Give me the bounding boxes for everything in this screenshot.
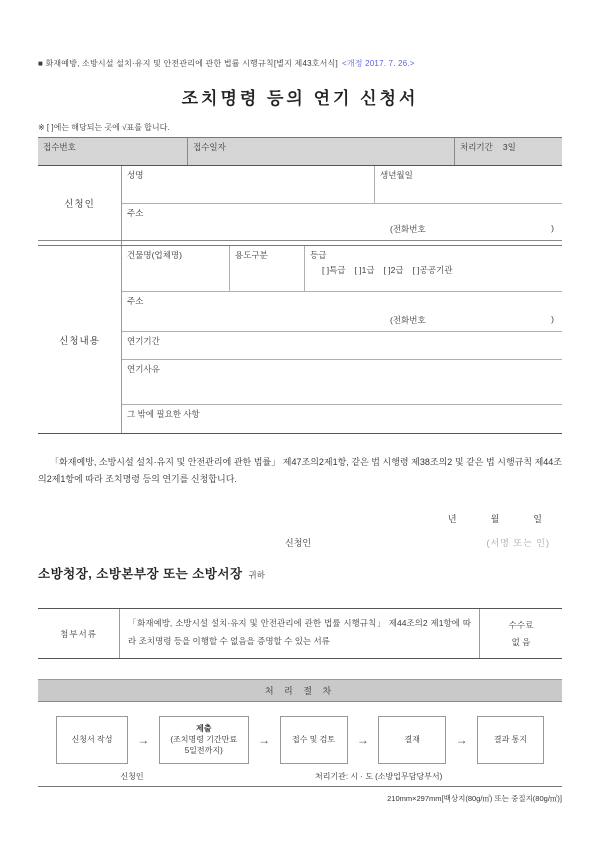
request-content-section [38, 246, 562, 434]
processing-period-cell [455, 138, 562, 165]
attachment-content: 「화재예방, 소방시설 설치·유지 및 안전관리에 관한 법률 시행규칙」 제44조의2 제1항에 따라 조치명령 등을 이행할 수 없음을 증명할 수 있는 서류 [120, 609, 480, 658]
flow-step-2-sub1: (조치명령 기간만료 [170, 734, 238, 744]
fee-label: 수수료 [508, 619, 534, 630]
deferral-reason-label: 연기사유 [127, 364, 160, 374]
grade-option-special-checkbox[interactable]: [ ]특급 [322, 265, 346, 275]
receipt-number-label: 접수번호 [43, 142, 76, 152]
flow-step-approval [378, 716, 446, 764]
flow-labels [38, 771, 562, 784]
month-label: 월 [490, 514, 500, 525]
attachment-label: 첨부서류 [38, 609, 120, 658]
flow-agency-label: 처리기관: 시 · 도 (소방업무담당부서) [315, 772, 443, 782]
phone-close-paren: ) [551, 223, 554, 233]
building-phone-field[interactable] [390, 314, 554, 326]
other-matters-label: 그 밖에 필요한 사항 [127, 409, 200, 419]
flow-step-2-label: 제출 [196, 723, 212, 733]
flow-applicant-label: 신청인 [120, 772, 144, 782]
flow-step-2-sub2: 5일전까지) [184, 745, 223, 755]
revision-note: <개정 2017. 7. 26.> [341, 59, 415, 68]
building-address-field[interactable] [122, 292, 562, 331]
flow-step-4-label: 결재 [404, 734, 420, 744]
main-form-table [38, 137, 562, 434]
receipt-header-row [38, 137, 562, 166]
addressee-suffix: 귀하 [248, 570, 265, 581]
receipt-date-label: 접수일자 [193, 142, 226, 152]
building-address-label: 주소 [127, 296, 144, 306]
flow-step-receive-review [280, 716, 348, 764]
usage-type-field[interactable] [230, 246, 305, 291]
flow-arrow-icon: → [356, 733, 369, 748]
flow-arrow-icon: → [455, 733, 468, 748]
other-matters-field[interactable] [122, 405, 562, 433]
building-name-field[interactable] [122, 246, 230, 291]
addressee-line [38, 564, 562, 582]
building-name-label: 건물명(업체명) [127, 250, 182, 260]
flow-step-1-label: 신청서 작성 [71, 734, 113, 744]
page-title: 조치명령 등의 연기 신청서 [181, 89, 419, 108]
year-label: 년 [447, 514, 457, 525]
processing-period-value: 3일 [502, 142, 516, 152]
applicant-sign-label: 신청인 [285, 538, 312, 549]
flow-step-submit [159, 716, 249, 764]
day-label: 일 [533, 514, 542, 525]
deferral-period-field[interactable] [122, 332, 562, 359]
phone-label: (전화번호 [390, 224, 426, 234]
grade-option-public-checkbox[interactable]: [ ]공공기관 [412, 265, 453, 275]
flow-step-write-application [56, 716, 128, 764]
paper-size-note: 210mm×297mm[백상지(80g/㎡) 또는 중질지(80g/㎡)] [387, 794, 562, 804]
applicant-birthdate-field[interactable] [375, 166, 562, 203]
deferral-reason-field[interactable] [122, 360, 562, 404]
applicant-name-field[interactable] [122, 166, 375, 203]
statute-reference: ■ 화재예방, 소방시설 설치·유지 및 안전관리에 관한 법률 시행규칙[별지 제43호서식] [38, 59, 338, 68]
name-label: 성명 [127, 170, 144, 180]
receipt-date-cell[interactable] [188, 138, 455, 165]
applicant-section [38, 166, 562, 241]
footer-divider [38, 786, 562, 787]
building-phone-label: (전화번호 [390, 315, 426, 325]
building-phone-close-paren: ) [551, 314, 554, 324]
request-section-label: 신청내용 [38, 246, 122, 433]
flow-step-3-label: 접수 및 검토 [291, 734, 336, 744]
processing-period-label: 처리기간 [460, 142, 493, 152]
receipt-number-cell[interactable] [38, 138, 188, 165]
date-line [38, 512, 562, 525]
attachment-table [38, 608, 562, 659]
process-flowchart [38, 716, 562, 764]
signature-note: (서명 또는 인) [486, 538, 550, 549]
birthdate-label: 생년월일 [380, 170, 413, 180]
signature-line [38, 536, 562, 549]
usage-type-label: 용도구분 [235, 250, 268, 260]
fee-cell [480, 609, 562, 658]
grade-field [305, 246, 562, 291]
grade-option-2-checkbox[interactable]: [ ]2급 [383, 265, 404, 275]
declaration-text: 「화재예방, 소방시설 설치·유지 및 안전관리에 관한 법률」 제47조의2제1항, 같은 법 시행령 제38조의2 및 같은 법 시행규칙 제44조의2제1항에 따라 조치명령 등의 연기를 신청합니다. [38, 457, 562, 485]
checkbox-instruction: ※ [ ]에는 해당되는 곳에 √표를 합니다. [38, 123, 170, 132]
applicant-phone-field[interactable] [390, 223, 554, 235]
flow-step-5-label: 결과 통지 [493, 734, 528, 744]
process-title-bar: 처 리 절 차 [38, 679, 562, 702]
deferral-period-label: 연기기간 [127, 336, 160, 346]
applicant-address-field[interactable] [122, 204, 562, 240]
fee-value: 없 음 [511, 637, 531, 648]
flow-step-notify-result [477, 716, 544, 764]
grade-option-1-checkbox[interactable]: [ ]1급 [354, 265, 375, 275]
header-note [38, 58, 562, 69]
applicant-section-label: 신청인 [38, 166, 122, 240]
addressee-title: 소방청장, 소방본부장 또는 소방서장 [38, 567, 243, 582]
address-label: 주소 [127, 208, 144, 218]
flow-arrow-icon: → [137, 733, 150, 748]
grade-label: 등급 [310, 250, 327, 260]
flow-arrow-icon: → [258, 733, 271, 748]
